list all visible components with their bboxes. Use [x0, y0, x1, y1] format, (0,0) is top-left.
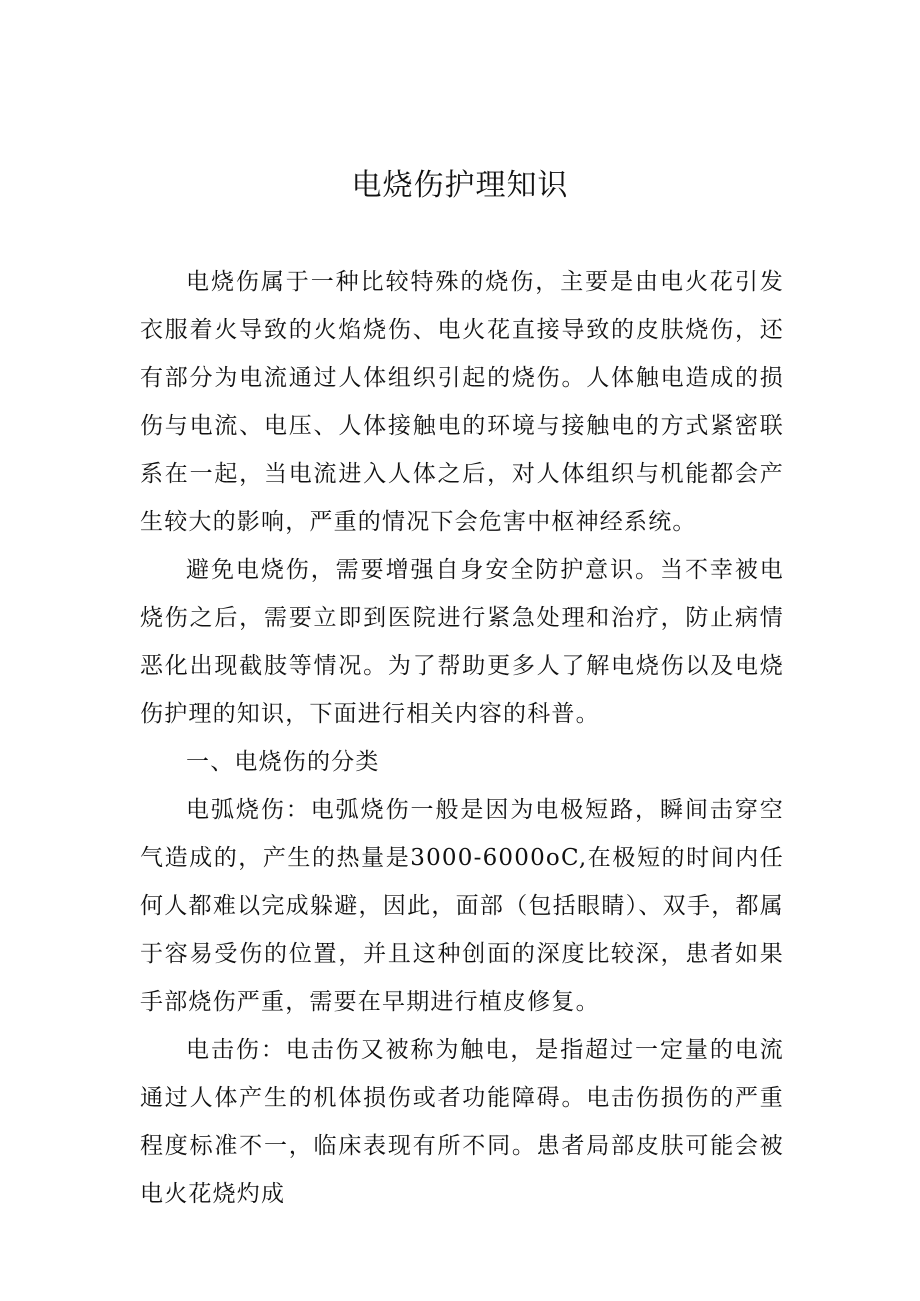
section-heading-classification: 一、电烧伤的分类: [186, 749, 380, 775]
paragraph-intro: 电烧伤属于一种比较特殊的烧伤，主要是由电火花引发衣服着火导致的火焰烧伤、电火花直接导致的皮肤烧伤，还有部分为电流通过人体组织引起的烧伤。人体触电造成的损伤与电流、电压、人体接触电的环境与接触电的方式紧密联系在一起，当电流进入人体之后，对人体组织与机能都会产生较大的影响，严重的情况下会危害中枢神经系统。: [140, 269, 784, 535]
paragraph-arc-burn: 电弧烧伤：电弧烧伤一般是因为电极短路，瞬间击穿空气造成的，产生的热量是3000-6000oC,在极短的时间内任何人都难以完成躲避，因此，面部（包括眼睛）、双手，都属于容易受伤的位置，并且这种创面的深度比较深，患者如果手部烧伤严重，需要在早期进行植皮修复。: [140, 797, 784, 1015]
page-title: 电烧伤护理知识: [351, 168, 569, 203]
paragraph-electric-shock: 电击伤：电击伤又被称为触电，是指超过一定量的电流通过人体产生的机体损伤或者功能障碍。电击伤损伤的严重程度标准不一，临床表现有所不同。患者局部皮肤可能会被电火花烧灼成: [140, 1037, 784, 1207]
document-body: [140, 258, 784, 1218]
paragraph-prevention: 避免电烧伤，需要增强自身安全防护意识。当不幸被电烧伤之后，需要立即到医院进行紧急处理和治疗，防止病情恶化出现截肢等情况。为了帮助更多人了解电烧伤以及电烧伤护理的知识，下面进行相关内容的科普。: [140, 557, 784, 727]
